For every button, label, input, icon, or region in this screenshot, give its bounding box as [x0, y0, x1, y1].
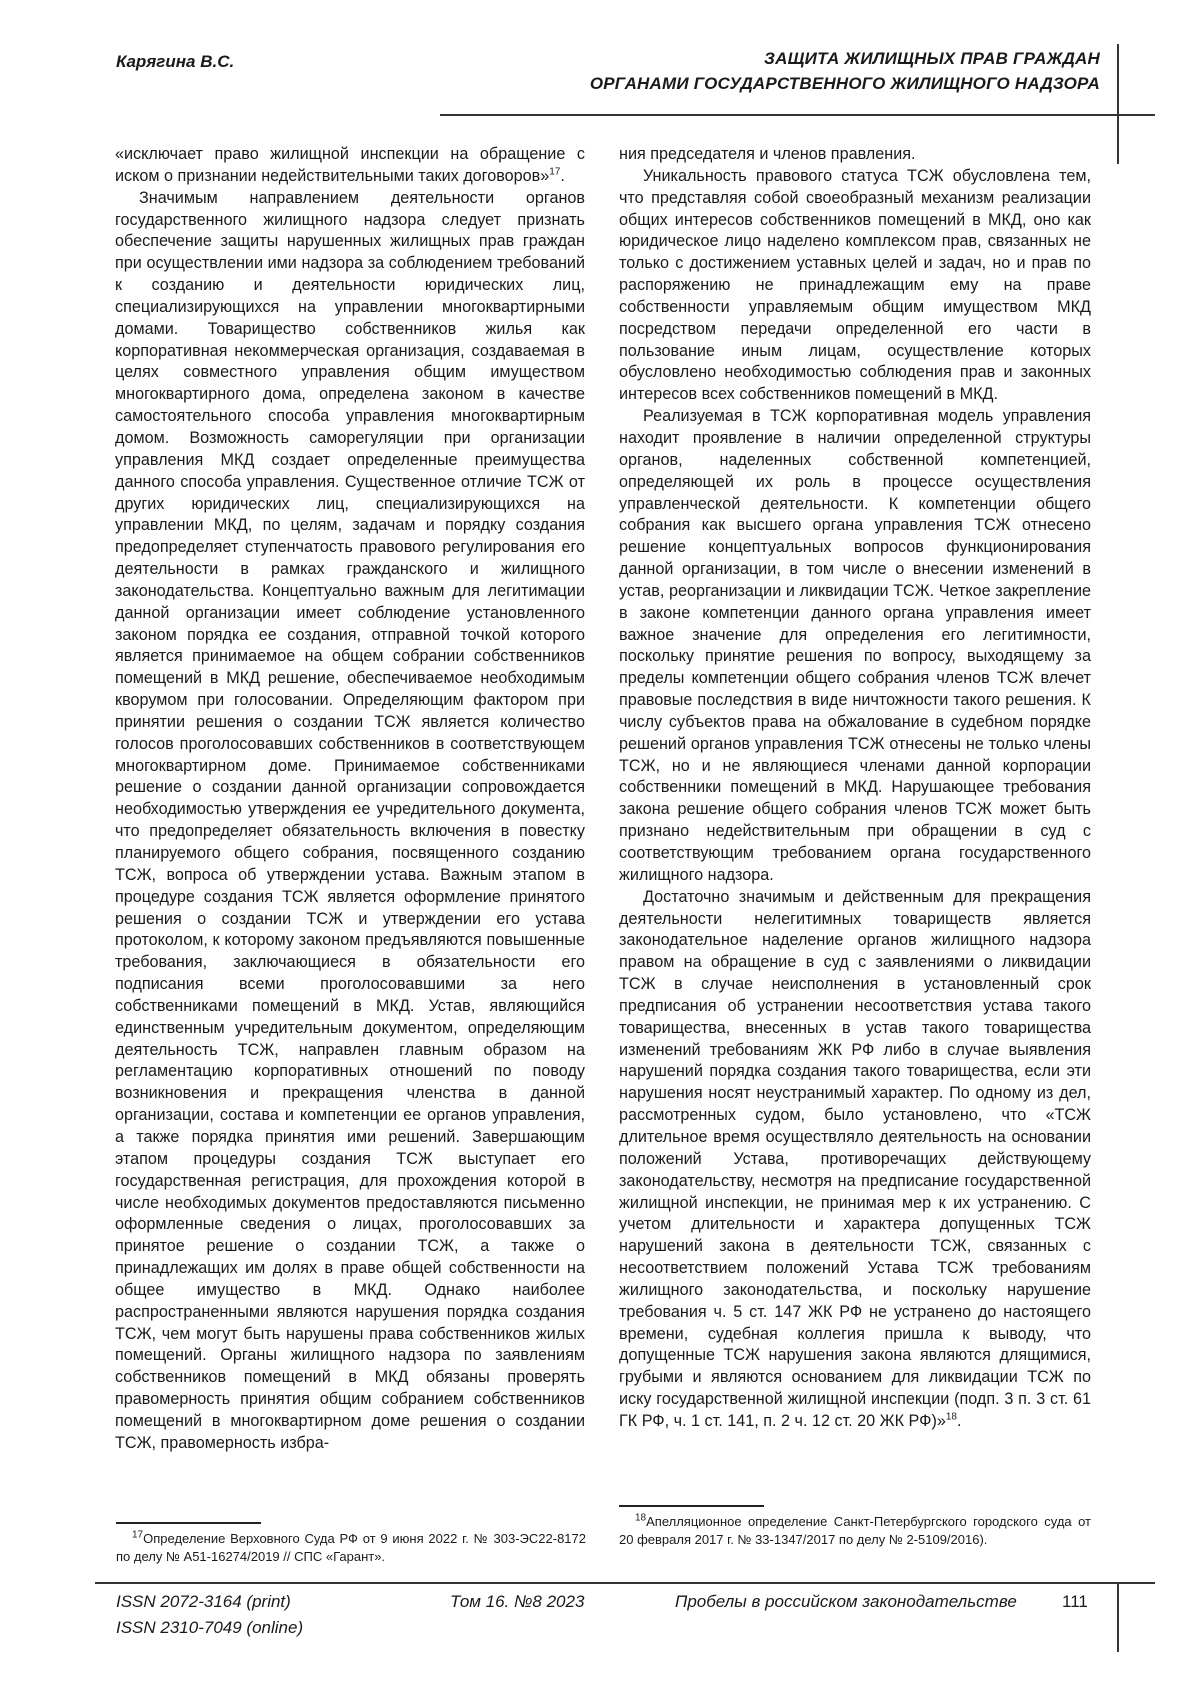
footnote-rule-left [116, 1522, 261, 1524]
footnote-18: 18Апелляционное определение Санкт-Петербургского городского суда от 20 февраля 2017 г. № 33-1347/2017 по делу № 2-5109/2016). [619, 1513, 1091, 1549]
footer-journal: Пробелы в российском законодательстве [675, 1592, 1017, 1612]
right-paragraph-4: Достаточно значимым и действенным для прекращения деятельности нелегитимных товариществ является законодательное наделение органов жилищного надзора правом на обращение в суд с заявлениями о ликвидации ТСЖ в случае неисполнения в установленный срок предписания об устранении несоответствия устава такого товарищества, внесенных в устав такого товарищества изменений требованиям ЖК РФ либо в случае выявления нарушений порядка создания такого товарищества, если эти нарушения носят неустранимый характер. По одному из дел, рассмотренных судом, было установлено, что «ТСЖ длительное время осуществляло деятельность на основании положений Устава, противоречащих действующему законодательству, несмотря на предписание государственной жилищной инспекции, не принимая мер к их устранению. С учетом длительности и характера допущенных ТСЖ нарушений закона в деятельности ТСЖ, связанных с несоответствием положений Устава ТСЖ требованиям жилищного законодательства, и поскольку нарушение требования ч. 5 ст. 147 ЖК РФ не устранено до настоящего времени, судебная коллегия пришла к выводу, что допущенные ТСЖ нарушения закона являются длящимися, грубыми и являются основанием для ликвидации ТСЖ по иску государственной жилищной инспекции (подп. 3 п. 3 ст. 61 ГК РФ, ч. 1 ст. 141, п. 2 ч. 12 ст. 20 ЖК РФ)»18. [619, 887, 1091, 1433]
header-vertical-rule [1117, 44, 1119, 164]
footer-rule [95, 1582, 1155, 1584]
header-rule [440, 114, 1155, 116]
footnote-17: 17Определение Верховного Суда РФ от 9 июня 2022 г. № 303-ЭС22-8172 по делу № А51-16274/2019 // СПС «Гарант». [116, 1530, 586, 1566]
footer-volume: Том 16. №8 2023 [450, 1592, 584, 1612]
header-title [590, 46, 1100, 96]
footer-vertical-rule [1117, 1582, 1119, 1652]
right-column [619, 144, 1091, 1433]
footnote-ref-17: 17 [549, 166, 560, 177]
left-column [115, 144, 585, 1455]
right-paragraph-1: ния председателя и членов правления. [619, 144, 1091, 166]
right-paragraph-3: Реализуемая в ТСЖ корпоративная модель управления находит проявление в наличии определенной структуры органов, наделенных собственной компетенцией, определяющей их роль в процессе осуществления управленческой деятельности. К компетенции общего собрания как высшего органа управления ТСЖ отнесено решение концептуальных вопросов функционирования данной организации, в том числе о внесении изменений в устав, реорганизации и ликвидации ТСЖ. Четкое закрепление в законе компетенции данного органа управления имеет важное значение для определения его легитимности, поскольку принятие решения по вопросу, выходящему за пределы компетенции общего собрания членов ТСЖ влечет правовые последствия в виде ничтожности такого решения. К числу субъектов права на обжалование в судебном порядке решений органов управления ТСЖ отнесены не только члены ТСЖ, но и не являющиеся членами данной корпорации собственники помещений в МКД. Нарушающее требования закона решение общего собрания членов ТСЖ может быть признано недействительным при обращении в суд с соответствующим требованием органа государственного жилищного надзора. [619, 406, 1091, 887]
header-title-line2: ОРГАНАМИ ГОСУДАРСТВЕННОГО ЖИЛИЩНОГО НАДЗОРА [590, 71, 1100, 96]
right-paragraph-2: Уникальность правового статуса ТСЖ обусловлена тем, что представляя собой своеобразный механизм реализации общих интересов собственников помещений в МКД, оно как юридическое лицо наделено комплексом прав, связанных не только с достижением уставных целей и задач, но и прав по распоряжению не принадлежащим ему на праве собственности управляемым общим имуществом МКД посредством передачи определенной его части в пользование иным лицам, осуществление которых обусловлено необходимостью соблюдения прав и законных интересов всех собственников помещений в МКД. [619, 166, 1091, 406]
header-title-line1: ЗАЩИТА ЖИЛИЩНЫХ ПРАВ ГРАЖДАН [590, 46, 1100, 71]
left-paragraph-2: Значимым направлением деятельности органов государственного жилищного надзора следует признать обеспечение защиты нарушенных жилищных прав граждан при осуществлении ими надзора за соблюдением требований к созданию и деятельности юридических лиц, специализирующихся на управлении многоквартирными домами. Товарищество собственников жилья как корпоративная некоммерческая организация, создаваемая в целях совместного управления общим имуществом многоквартирного дома, определена законом в качестве самостоятельного способа управления многоквартирным домом. Возможность саморегуляции при организации управления МКД создает определенные преимущества данного способа управления. Существенное отличие ТСЖ от других юридических лиц, специализирующихся на управлении МКД, по целям, задачам и порядку создания предопределяет ступенчатость правового регулирования его деятельности в рамках гражданского и жилищного законодательства. Концептуально важным для легитимации данной организации имеет соблюдение установленного законом порядка ее создания, отправной точкой которого является принимаемое на общем собрании собственников помещений в МКД решение, обеспечиваемое необходимым кворумом при голосовании. Определяющим фактором при принятии решения о создании ТСЖ является количество голосов проголосовавших собственников в соответствующем многоквартирном доме. Принимаемое собственниками решение о создании данной организации сопровождается необходимостью утверждения ее учредительного документа, что предопределяет обязательность включения в повестку планируемого общего собрания, посвященного созданию ТСЖ, вопроса об утверждении устава. Важным этапом в процедуре создания ТСЖ является оформление принятого решения о создании ТСЖ и утверждении его устава протоколом, к которому законом предъявляются повышенные требования, заключающиеся в обязательности его подписания всеми проголосовавшими за него собственниками помещений в МКД. Устав, являющийся единственным учредительным документом, определяющим деятельность ТСЖ, направлен главным образом на регламентацию корпоративных отношений по поводу возникновения и прекращения членства в данной организации, состава и компетенции ее органов управления, а также порядка принятия ими решений. Завершающим этапом процедуры создания ТСЖ выступает его государственная регистрация, для прохождения которой в числе необходимых документов предоставляются письменно оформленные сведения о лицах, проголосовавших за принятое решение о создании ТСЖ, а также о принадлежащих им долях в праве общей собственности на общее имущество в МКД. Однако наиболее распространенными являются нарушения порядка создания ТСЖ, чем могут быть нарушены права собственников жилых помещений. Органы жилищного надзора по заявлениям собственников помещений в МКД обязаны проверять правомерность принятия общим собранием собственников помещений в многоквартирном доме решения о создании ТСЖ, правомерность избра- [115, 188, 585, 1455]
footnote-rule-right [619, 1505, 764, 1507]
footnote-ref-18: 18 [946, 1412, 957, 1423]
footer-issn-online: ISSN 2310-7049 (online) [116, 1618, 303, 1638]
page-number: 111 [1062, 1592, 1088, 1612]
header-author: Карягина В.С. [116, 52, 234, 72]
left-paragraph-1: «исключает право жилищной инспекции на обращение с иском о признании недействительными таких договоров»17. [115, 144, 585, 188]
footer-issn-print: ISSN 2072-3164 (print) [116, 1592, 291, 1612]
